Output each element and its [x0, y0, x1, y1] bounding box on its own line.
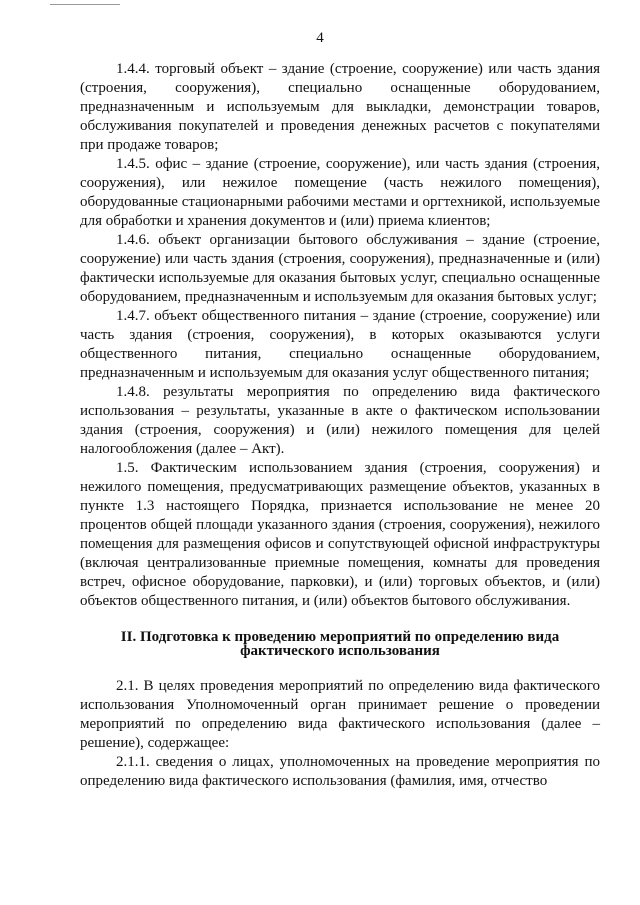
paragraph-1-4-7: 1.4.7. объект общественного питания – здание (строение, сооружение) или часть здания (строения, сооружения), в которых оказываются услуги общественного питания, специально оснащенные оборудованием, предназначенным и используемым для оказания услуг общественного питания; [80, 308, 600, 381]
paragraph-1-4-8: 1.4.8. результаты мероприятия по определению вида фактического использования – результаты, указанные в акте о фактическом использовании здания (строения, сооружения) и (или) нежилого помещения для целей налогообложения (далее – Акт). [80, 384, 600, 457]
paragraph-1-4-6: 1.4.6. объект организации бытового обслуживания – здание (строение, сооружение) или часть здания (строения, сооружения), предназначенные и (или) фактически используемые для оказания бытовых услуг, специально оснащенные оборудованием, предназначенным и используемым для оказания бытовых услуг; [80, 232, 600, 305]
document-body [80, 60, 600, 791]
page-number: 4 [316, 30, 324, 46]
paragraph-2-1: 2.1. В целях проведения мероприятий по определению вида фактического использования Уполномоченный орган принимает решение о проведении мероприятий по определению вида фактического использования (далее – решение), содержащее: [80, 678, 600, 751]
section-heading: II. Подготовка к проведению мероприятий по определению вида фактического использования [120, 629, 560, 659]
paragraph-1-4-5: 1.4.5. офис – здание (строение, сооружение), или часть здания (строения, сооружения), или нежилое помещение (часть нежилого помещения), оборудованные стационарными рабочими местами и оргтехникой, используемые для обработки и хранения документов и (или) приема клиентов; [80, 156, 600, 229]
paragraph-2-1-1: 2.1.1. сведения о лицах, уполномоченных на проведение мероприятия по определению вида фактического использования (фамилия, имя, отчество [80, 754, 600, 789]
paragraph-1-5: 1.5. Фактическим использованием здания (строения, сооружения) и нежилого помещения, предусматривающих размещение объектов, указанных в пункте 1.3 настоящего Порядка, признается использование не менее 20 процентов общей площади указанного здания (строения, сооружения), нежилого помещения для размещения офисов и сопутствующей офисной инфраструктуры (включая централизованные приемные помещения, комнаты для проведения встреч, офисное оборудование, парковки), и (или) торговых объектов, и (или) объектов общественного питания, и (или) объектов бытового обслуживания. [80, 460, 600, 609]
paragraph-1-4-4: 1.4.4. торговый объект – здание (строение, сооружение) или часть здания (строения, сооружения), специально оснащенные оборудованием, предназначенным и используемым для выкладки, демонстрации товаров, обслуживания покупателей и проведения денежных расчетов с покупателями при продаже товаров; [80, 61, 600, 153]
scan-top-rule [50, 4, 120, 5]
